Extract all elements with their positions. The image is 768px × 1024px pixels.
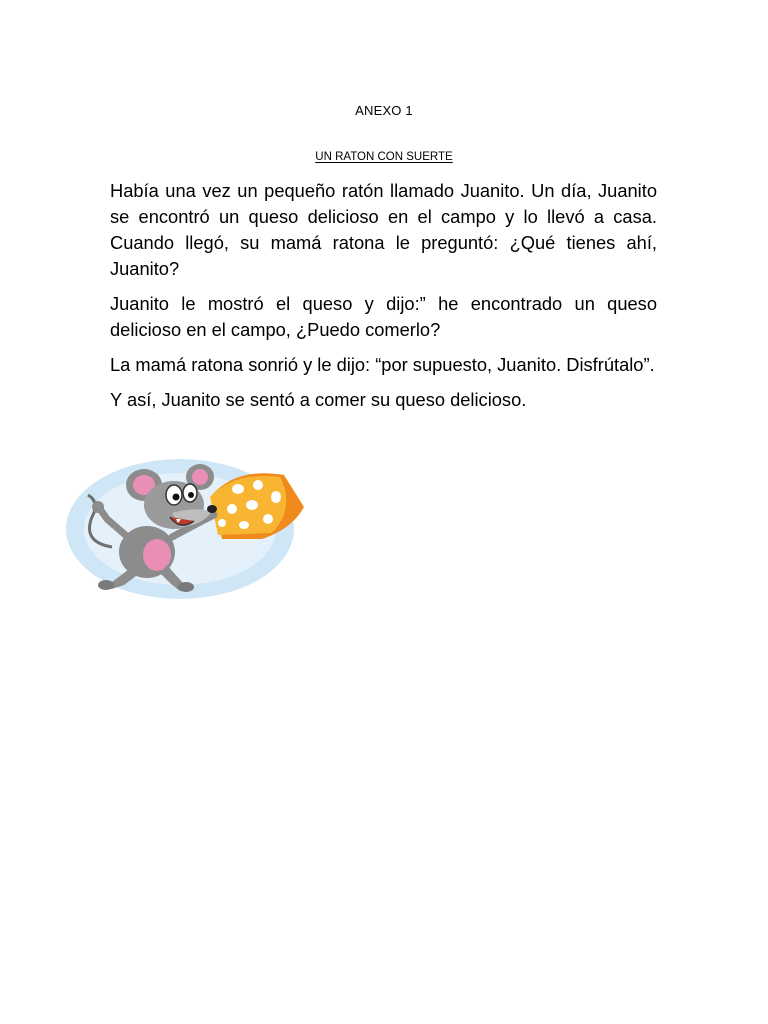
mouse-cheese-illustration — [62, 447, 310, 599]
paragraph: Juanito le mostró el queso y dijo:” he encontrado un queso delicioso en el campo, ¿Puedo comerlo? — [110, 293, 657, 340]
paragraph: Y así, Juanito se sentó a comer su queso delicioso. — [110, 389, 527, 410]
paragraph: Había una vez un pequeño ratón llamado Juanito. Un día, Juanito se encontró un queso delicioso en el campo y lo llevó a casa. Cuando llegó, su mamá ratona le preguntó: ¿Qué tienes ahí, Juanito? — [110, 180, 657, 279]
story-body — [110, 178, 657, 422]
paragraph: La mamá ratona sonrió y le dijo: “por supuesto, Juanito. Disfrútalo”. — [110, 354, 655, 375]
story-title: UN RATON CON SUERTE — [315, 151, 453, 163]
annex-label: ANEXO 1 — [355, 103, 413, 118]
